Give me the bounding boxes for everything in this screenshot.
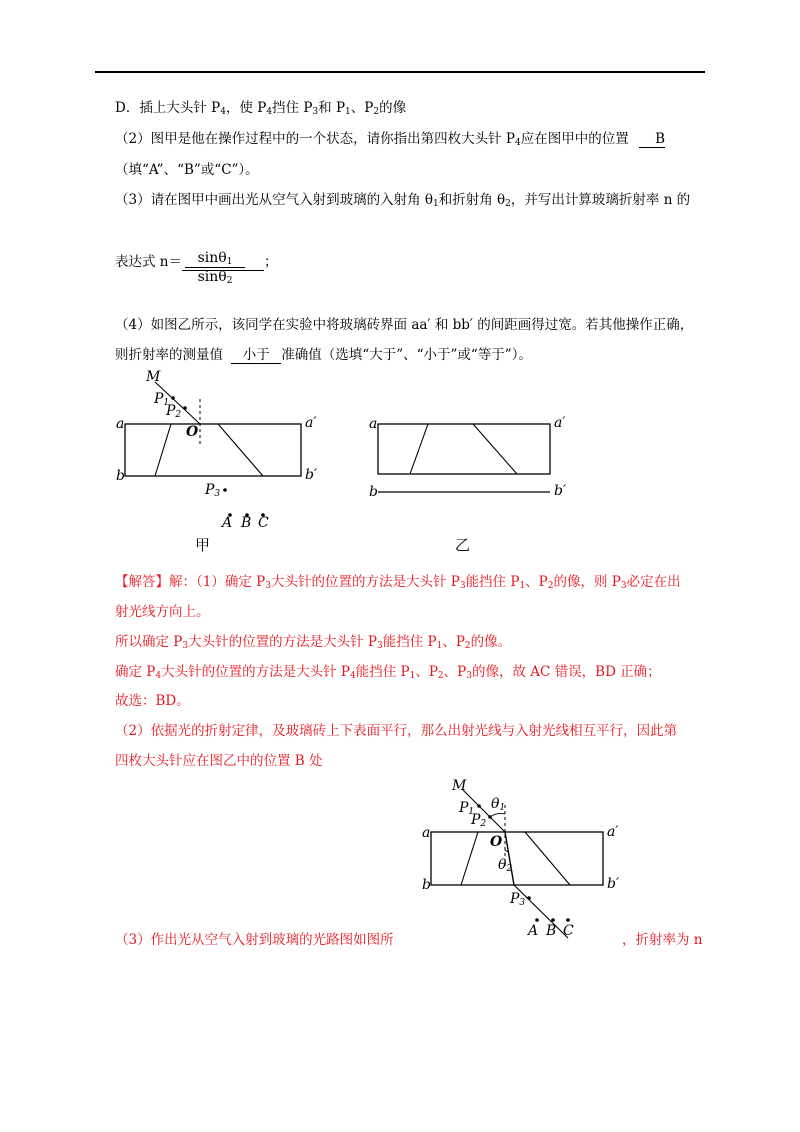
question-4-line: （4）如图乙所示，该同学在实验中将玻璃砖界面 aa′ 和 bb′ 的间距画得过宽。若其他操作正确，	[115, 317, 694, 333]
q4-answer-blank: 小于	[231, 348, 281, 364]
sol-label-point-c: C	[563, 923, 574, 939]
option-d-line: D．插上大头针 $P_4$，使 $P_4$挡住 $P_3$和 $P_1$、$P_2$的像	[115, 100, 407, 117]
glass-block-jia	[125, 424, 301, 476]
label-p3: $P_3$	[205, 482, 221, 499]
solution-6-end: ，折射率为 n	[622, 932, 703, 948]
label-p1: $P_1$	[154, 391, 170, 408]
sol-label-point-a: A	[528, 923, 539, 939]
label-point-a: A	[222, 515, 233, 531]
question-4-line2: 则折射率的测量值 小于 准确值（选填“大于”、“小于”或“等于”）。	[115, 347, 532, 363]
question-3-line: （3）请在图甲中画出光从空气入射到玻璃的入射角 $\theta_1$和折射角 $\theta_2$，并写出计算玻璃折射率 n 的	[115, 192, 691, 209]
sol-point-a	[535, 918, 539, 922]
sol-block-left-edge	[461, 832, 478, 885]
question-2-line: （2）图甲是他在操作过程中的一个状态，请你指出第四枚大头针 $P_4$应在图甲中的位置 B	[115, 131, 665, 148]
figure-solution	[431, 790, 603, 938]
refractive-index-fraction: $\frac{\sin\theta_1}{\sin\theta_2}$	[185, 250, 245, 285]
sol-point-b	[551, 918, 555, 922]
solution-5: （2）依据光的折射定律，及玻璃砖上下表面平行，那么出射光线与入射光线相互平行，因此第	[115, 723, 678, 739]
yi-label-a-prime: a′	[554, 415, 566, 431]
sol-label-p1: $P_1$	[459, 800, 475, 817]
label-a-prime: a′	[305, 415, 317, 431]
sol-label-m: M	[452, 778, 467, 794]
q2-answer-blank: B	[639, 132, 665, 148]
solution-6: （3）作出光从空气入射到玻璃的光路图如图所	[115, 932, 394, 948]
sol-point-c	[566, 918, 570, 922]
solution-2: 所以确定 $P_3$大头针的位置的方法是大头针 $P_3$能挡住 $P_1$、$P_2$的像。	[115, 634, 512, 651]
sol-label-b: b	[422, 877, 431, 893]
sol-label-point-b: B	[546, 923, 557, 939]
label-b-prime: b′	[305, 467, 318, 483]
label-b: b	[116, 468, 125, 484]
solution-1: 【解答】解：（1）确定 $P_3$大头针的位置的方法是大头针 $P_3$能挡住 $P_1$、$P_2$的像，则 $P_3$必定在出	[115, 574, 681, 591]
question-2-line2: （填“A”、“B”或“C”）。	[115, 162, 259, 178]
block-left-edge	[155, 424, 171, 476]
solution-5-line2: 四枚大头针应在图乙中的位置 B 处	[115, 753, 323, 769]
solution-3: 确定 $P_4$大头针的位置的方法是大头针 $P_4$能挡住 $P_1$、$P_2$、$P_3$的像，故 AC 错误，BD 正确；	[115, 664, 661, 681]
label-o: O	[186, 424, 199, 440]
pin-p1	[171, 396, 175, 400]
sol-block-right-edge	[525, 832, 570, 885]
figure-yi-caption: 乙	[455, 536, 471, 554]
yi-label-b-prime: b′	[554, 483, 567, 499]
label-m: M	[146, 369, 161, 385]
label-point-c: C	[258, 515, 269, 531]
label-p2: $P_2$	[166, 403, 182, 420]
pin-p2	[183, 406, 187, 410]
block-yi-right-edge	[473, 424, 517, 474]
glass-block-yi	[378, 424, 550, 474]
label-a: a	[116, 416, 125, 432]
yi-label-a: a	[369, 416, 378, 432]
pin-p3	[223, 488, 227, 492]
solution-1-line2: 射光线方向上。	[115, 604, 210, 620]
sol-pin-p2	[488, 815, 492, 819]
figure-jia-caption: 甲	[195, 536, 211, 554]
glass-block-solution	[431, 832, 603, 885]
theta1-arc	[490, 813, 505, 817]
sol-label-o: O	[490, 834, 503, 850]
figure-yi	[378, 424, 550, 492]
yi-label-b: b	[369, 484, 378, 500]
sol-label-theta1: $\theta_1$	[491, 796, 506, 813]
solution-4: 故选：BD。	[115, 693, 190, 709]
sol-label-b-prime: b′	[607, 876, 620, 892]
sol-pin-p1	[477, 804, 481, 808]
sol-label-a: a	[422, 825, 431, 841]
sol-label-theta2: $\theta_2$	[498, 857, 513, 874]
label-point-b: B	[241, 515, 252, 531]
sol-label-p2: $P_2$	[471, 812, 487, 829]
sol-pin-p3	[527, 896, 531, 900]
question-3-expression: 表达式 n＝ ；	[115, 254, 278, 270]
sol-label-a-prime: a′	[607, 824, 619, 840]
block-yi-left-edge	[410, 424, 428, 474]
sol-label-p3: $P_3$	[510, 891, 526, 908]
block-right-edge	[218, 424, 263, 476]
